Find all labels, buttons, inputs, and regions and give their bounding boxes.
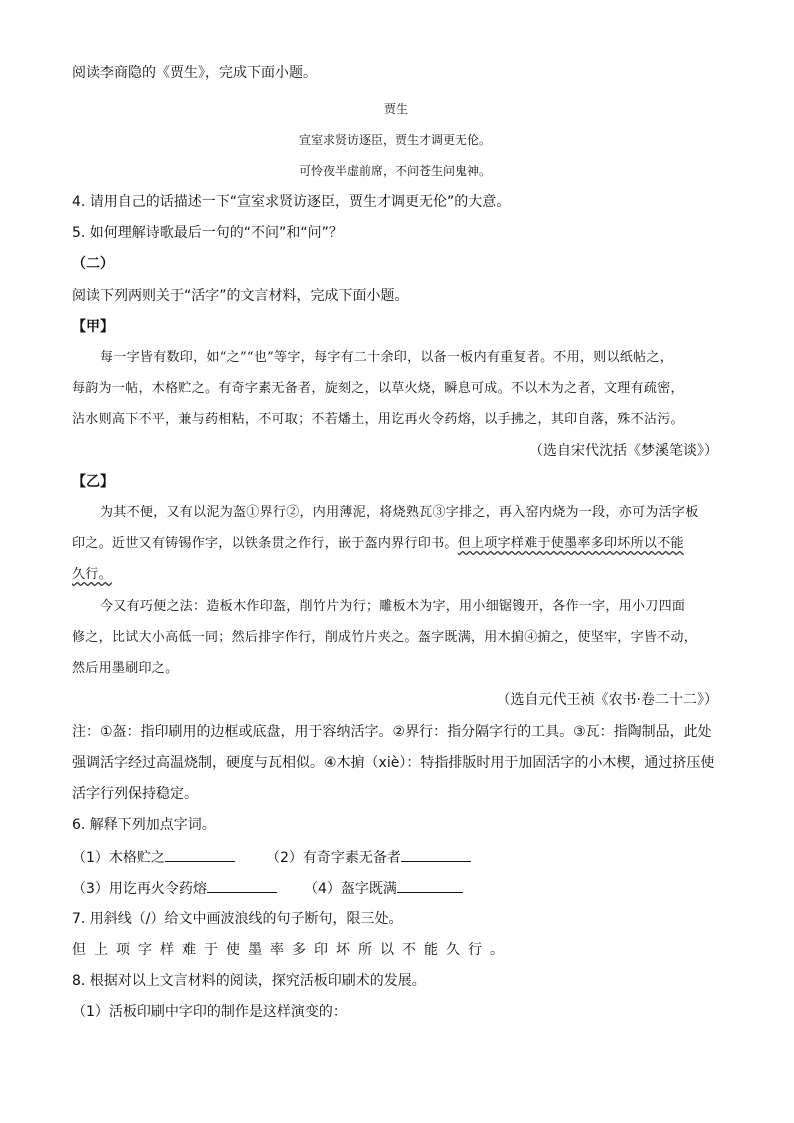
poem-title: 贾生 xyxy=(384,102,409,116)
reading-instruction-2: 阅读下列两则关于“活字”的文言材料，完成下面小题。 xyxy=(72,288,409,304)
passage-yi-p1-line-2 xyxy=(72,535,684,553)
passage-jia-source: （选自宋代沈括《梦溪笔谈》） xyxy=(529,443,718,459)
passage-yi-p2-line-1: 今又有巧便之法：造板木作印盔，削竹片为行；雕板木为字，用小细锯锼开，各作一字，用小刀四面 xyxy=(100,599,686,614)
passage-yi-p1-line-3 xyxy=(72,566,112,584)
answer-blank-3[interactable] xyxy=(207,878,277,893)
passage-yi-p2-line-3: 然后用墨刷印之。 xyxy=(72,661,179,676)
reading-instruction: 阅读李商隐的《贾生》，完成下面小题。 xyxy=(72,65,317,81)
question-6-item-2: （2）有奇字素无备者 xyxy=(266,847,471,867)
notes-line-1: 注：①盔：指印刷用的边框或底盘，用于容纳活字。②界行：指分隔字行的工具。③瓦：指陶制品，此处 xyxy=(72,724,712,740)
question-6-title: 6. 解释下列加点字词。 xyxy=(72,817,216,833)
answer-blank-2[interactable] xyxy=(401,847,471,862)
question-6-item-1: （1）木格贮之 xyxy=(72,847,235,867)
passage-yi-heading: 【乙】 xyxy=(72,474,114,490)
passage-jia-line-1: 每一字皆有数印，如“之”“也”等字，每字有二十余印，以备一板内有重复者。不用，则以纸帖之， xyxy=(100,350,674,365)
question-7-sentence: 但上项字样难于使墨率多印坏所以不能久行。 xyxy=(72,942,512,958)
passage-jia-heading: 【甲】 xyxy=(72,319,114,335)
question-5: 5. 如何理解诗歌最后一句的“不问”和“问”？ xyxy=(72,225,343,241)
passage-yi-source: （选自元代王祯《农书·卷二十二》） xyxy=(496,692,718,708)
notes-line-2: 强调活字经过高温烧制，硬度与瓦相似。④木掮（xiè）：特指排版时用于加固活字的小木楔，通过挤压使 xyxy=(72,755,715,771)
answer-blank-1[interactable] xyxy=(165,847,235,862)
passage-jia-line-3: 沾水则高下不平，兼与药相粘，不可取；不若燔土，用讫再火令药熔，以手拂之，其印自落，殊不沾污。 xyxy=(72,412,684,427)
question-6-item-3: （3）用讫再火令药熔 xyxy=(72,878,277,898)
notes-line-3: 活字行列保持稳定。 xyxy=(72,786,198,802)
poem-line-2: 可怜夜半虚前席，不问苍生问鬼神。 xyxy=(299,164,492,178)
passage-yi-p1-line-1: 为其不便，又有以泥为盔①界行②，内用薄泥，将烧熟瓦③字排之，再入窑内烧为一段，亦可为活字板 xyxy=(100,505,699,520)
answer-blank-4[interactable] xyxy=(397,878,463,893)
wavy-underlined-sentence-part-1: 但上项字样难于使墨率多印坏所以不能 xyxy=(457,536,684,551)
passage-yi-p2-line-2: 修之，比试大小高低一同；然后排字作行，削成竹片夹之。盔字既满，用木掮④掮之，使坚牢，字皆不动， xyxy=(72,630,698,645)
question-8-title: 8. 根据对以上文言材料的阅读，探究活板印刷术的发展。 xyxy=(72,973,426,989)
wavy-underlined-sentence-part-2: 久行。 xyxy=(72,567,112,582)
question-4: 4. 请用自己的话描述一下“宣室求贤访逐臣，贾生才调更无伦”的大意。 xyxy=(72,194,511,210)
section-heading-2: （二） xyxy=(72,256,114,272)
passage-yi-p1-line-2-text: 印之。近世又有铸锡作字，以铁条贯之作行，嵌于盔内界行印书。 xyxy=(72,536,458,551)
poem-line-1: 宣室求贤访逐臣，贾生才调更无伦。 xyxy=(299,133,492,147)
question-7-title: 7. 用斜线（/）给文中画波浪线的句子断句，限三处。 xyxy=(72,911,403,927)
question-6-item-4: （4）盔字既满 xyxy=(304,878,463,898)
passage-jia-line-2: 每韵为一帖，木格贮之。有奇字素无备者，旋刻之，以草火烧，瞬息可成。不以木为之者，文理有疏密， xyxy=(72,381,684,396)
question-8-item-1: （1）活板印刷中字印的制作是这样演变的： xyxy=(72,1004,347,1020)
